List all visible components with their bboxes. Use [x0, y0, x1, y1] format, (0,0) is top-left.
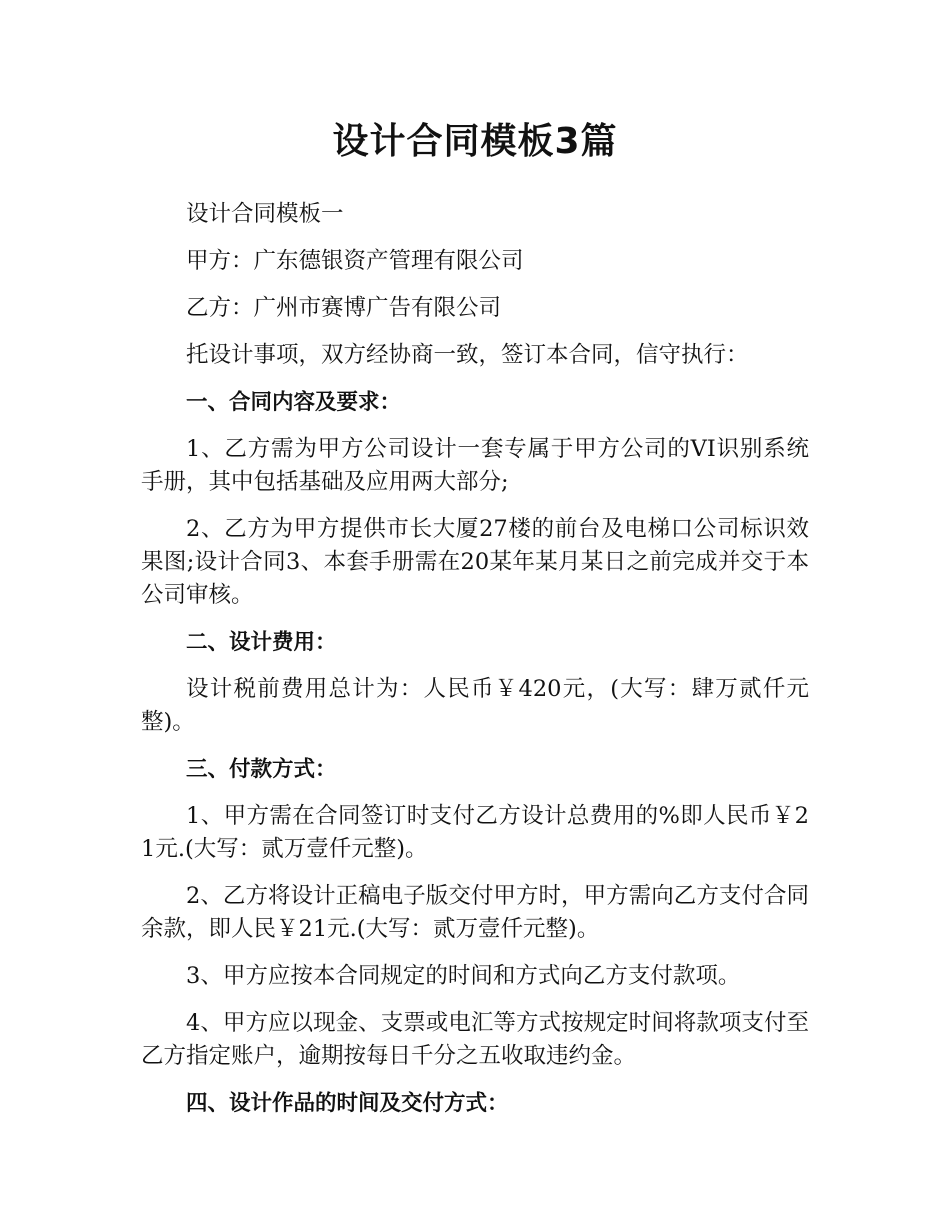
section-3-item-3: 3、甲方应按本合同规定的时间和方式向乙方支付款项。 — [186, 963, 741, 989]
party-b-line: 乙方：广州市赛博广告有限公司 — [186, 295, 502, 321]
section-4-heading: 四、设计作品的时间及交付方式： — [186, 1091, 509, 1116]
section-1-item-1: 1、乙方需为甲方公司设计一套专属于甲方公司的VI识别系统手册，其中包括基础及应用两大部分; — [141, 436, 809, 495]
section-3-item-2: 2、乙方将设计正稿电子版交付甲方时，甲方需向乙方支付合同余款，即人民￥21元.(大写：贰万壹仟元整)。 — [141, 883, 809, 942]
section-3-item-4: 4、甲方应以现金、支票或电汇等方式按规定时间将款项支付至乙方指定账户，逾期按每日千分之五收取违约金。 — [141, 1010, 809, 1069]
document-body — [141, 198, 809, 1120]
section-1-heading: 一、合同内容及要求： — [186, 390, 402, 415]
document-title: 设计合同模板3篇 — [332, 121, 618, 162]
section-3-item-1: 1、甲方需在合同签订时支付乙方设计总费用的%即人民币￥21元.(大写：贰万壹仟元整)。 — [141, 803, 809, 862]
intro-paragraph: 托设计事项，双方经协商一致，签订本合同，信守执行： — [186, 342, 749, 368]
subtitle: 设计合同模板一 — [186, 201, 344, 227]
section-1-item-2: 2、乙方为甲方提供市长大厦27楼的前台及电梯口公司标识效果图;设计合同3、本套手册需在20某年某月某日之前完成并交于本公司审核。 — [141, 516, 809, 608]
section-3-heading: 三、付款方式： — [186, 757, 337, 782]
section-2-heading: 二、设计费用： — [186, 630, 337, 655]
section-2-text: 设计税前费用总计为：人民币￥420元，(大写：肆万贰仟元整)。 — [141, 676, 809, 735]
party-a-line: 甲方：广东德银资产管理有限公司 — [186, 248, 524, 274]
